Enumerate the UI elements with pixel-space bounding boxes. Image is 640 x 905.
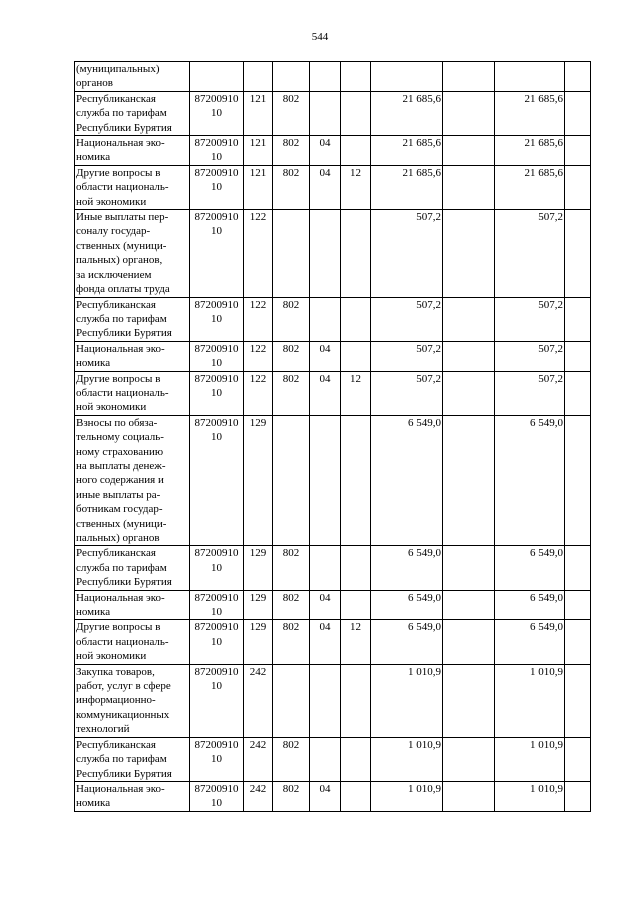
cell-target-code: [190, 664, 244, 737]
cell-name: [75, 371, 190, 415]
cell-name: [75, 297, 190, 341]
name-line: области националь-: [76, 386, 169, 399]
code-line: 10: [211, 357, 222, 370]
name-line: области националь-: [76, 635, 169, 648]
cell-vr: 129: [244, 546, 273, 590]
name-line: органов: [76, 77, 113, 90]
code-line: 10: [211, 107, 222, 120]
cell-sum-1: 6 549,0: [371, 546, 443, 590]
cell-rz: [310, 210, 341, 297]
name-line: ственных (муници-: [76, 517, 167, 530]
name-line: Закупка товаров,: [76, 665, 155, 678]
cell-name: [75, 165, 190, 209]
budget-table: [74, 61, 591, 812]
cell-vr: 129: [244, 590, 273, 620]
cell-sum-1: 21 685,6: [371, 136, 443, 166]
name-line: фонда оплаты труда: [76, 283, 170, 296]
cell-rz: 04: [310, 341, 341, 371]
cell-vr: 129: [244, 415, 273, 546]
cell-rz: [310, 546, 341, 590]
cell-target-code: [190, 781, 244, 811]
name-line: Национальная эко-: [76, 137, 165, 150]
cell-sum-1: 507,2: [371, 297, 443, 341]
cell-name: [75, 546, 190, 590]
cell-sum-1: 507,2: [371, 341, 443, 371]
cell-sum-3: 1 010,9: [495, 664, 565, 737]
table-row: [75, 210, 591, 297]
cell-pr: [341, 590, 371, 620]
code-line: 10: [211, 151, 222, 164]
name-line: Другие вопросы в: [76, 372, 161, 385]
code-line: 10: [211, 181, 222, 194]
cell-vr: 122: [244, 341, 273, 371]
cell-sum-1: 6 549,0: [371, 415, 443, 546]
name-line: на выплаты денеж-: [76, 459, 166, 472]
cell-pr: 12: [341, 620, 371, 664]
cell-vr: 122: [244, 371, 273, 415]
cell-name: [75, 91, 190, 135]
cell-sum-4: [565, 210, 591, 297]
cell-pr: [341, 737, 371, 781]
cell-sum-3: 21 685,6: [495, 165, 565, 209]
name-line: номика: [76, 151, 111, 164]
cell-gr: 802: [273, 136, 310, 166]
cell-sum-4: [565, 371, 591, 415]
cell-sum-3: 507,2: [495, 210, 565, 297]
cell-sum-3: 507,2: [495, 297, 565, 341]
cell-vr: 122: [244, 297, 273, 341]
table-body: [75, 62, 591, 812]
code-line: 10: [211, 312, 222, 325]
name-line: служба по тарифам: [76, 753, 167, 766]
name-line: иные выплаты ра-: [76, 488, 161, 501]
cell-sum-3: [495, 62, 565, 92]
cell-sum-1: 507,2: [371, 210, 443, 297]
cell-sum-1: 1 010,9: [371, 781, 443, 811]
cell-sum-3: 6 549,0: [495, 546, 565, 590]
cell-sum-2: [443, 341, 495, 371]
cell-gr: 802: [273, 781, 310, 811]
cell-vr: 121: [244, 165, 273, 209]
cell-sum-4: [565, 165, 591, 209]
code-line: 10: [211, 386, 222, 399]
cell-sum-2: [443, 210, 495, 297]
code-line: 10: [211, 680, 222, 693]
cell-sum-3: 21 685,6: [495, 91, 565, 135]
cell-rz: [310, 62, 341, 92]
cell-target-code: [190, 136, 244, 166]
name-line: Взносы по обяза-: [76, 416, 158, 429]
cell-sum-4: [565, 737, 591, 781]
cell-target-code: [190, 620, 244, 664]
cell-sum-2: [443, 737, 495, 781]
cell-sum-4: [565, 341, 591, 371]
cell-sum-4: [565, 781, 591, 811]
name-line: информационно-: [76, 694, 156, 707]
cell-sum-1: 507,2: [371, 371, 443, 415]
name-line: Республики Бурятия: [76, 576, 172, 589]
cell-rz: 04: [310, 371, 341, 415]
table-row: [75, 341, 591, 371]
cell-name: [75, 737, 190, 781]
table-row: [75, 737, 591, 781]
cell-sum-1: 6 549,0: [371, 590, 443, 620]
code-line: 87200910: [194, 342, 239, 355]
cell-gr: [273, 664, 310, 737]
table-row: [75, 664, 591, 737]
cell-gr: 802: [273, 165, 310, 209]
table-row: [75, 590, 591, 620]
cell-sum-1: 6 549,0: [371, 620, 443, 664]
cell-pr: 12: [341, 371, 371, 415]
cell-gr: 802: [273, 297, 310, 341]
table-row: [75, 136, 591, 166]
cell-pr: [341, 341, 371, 371]
cell-rz: 04: [310, 620, 341, 664]
cell-sum-2: [443, 62, 495, 92]
cell-gr: 802: [273, 91, 310, 135]
code-line: 87200910: [194, 298, 239, 311]
name-line: соналу государ-: [76, 225, 151, 238]
cell-rz: 04: [310, 590, 341, 620]
cell-vr: 121: [244, 91, 273, 135]
cell-sum-4: [565, 590, 591, 620]
name-line: ной экономики: [76, 650, 147, 663]
name-line: служба по тарифам: [76, 107, 167, 120]
name-line: ного содержания и: [76, 474, 164, 487]
cell-pr: [341, 781, 371, 811]
cell-rz: [310, 297, 341, 341]
code-line: 10: [211, 797, 222, 810]
cell-name: [75, 136, 190, 166]
name-line: Республики Бурятия: [76, 121, 172, 134]
cell-sum-2: [443, 664, 495, 737]
name-line: за исключением: [76, 268, 152, 281]
cell-target-code: [190, 341, 244, 371]
name-line: Другие вопросы в: [76, 621, 161, 634]
cell-pr: [341, 62, 371, 92]
cell-name: [75, 210, 190, 297]
name-line: Республики Бурятия: [76, 327, 172, 340]
code-line: 87200910: [194, 621, 239, 634]
name-line: пальных) органов: [76, 532, 160, 544]
table-row: [75, 546, 591, 590]
cell-sum-3: 1 010,9: [495, 737, 565, 781]
cell-sum-2: [443, 165, 495, 209]
code-line: 87200910: [194, 137, 239, 150]
cell-gr: 802: [273, 371, 310, 415]
cell-pr: 12: [341, 165, 371, 209]
cell-sum-3: 507,2: [495, 371, 565, 415]
cell-rz: [310, 737, 341, 781]
cell-pr: [341, 415, 371, 546]
cell-sum-2: [443, 136, 495, 166]
name-line: ному страхованию: [76, 445, 164, 458]
table-row: [75, 91, 591, 135]
cell-sum-4: [565, 297, 591, 341]
cell-sum-3: 6 549,0: [495, 415, 565, 546]
cell-name: [75, 620, 190, 664]
cell-target-code: [190, 62, 244, 92]
code-line: 87200910: [194, 547, 239, 560]
cell-sum-4: [565, 62, 591, 92]
name-line: служба по тарифам: [76, 312, 167, 325]
cell-name: [75, 341, 190, 371]
table-row: [75, 371, 591, 415]
cell-rz: [310, 91, 341, 135]
code-line: 87200910: [194, 665, 239, 678]
cell-target-code: [190, 415, 244, 546]
cell-gr: [273, 210, 310, 297]
cell-sum-3: 507,2: [495, 341, 565, 371]
code-line: 87200910: [194, 211, 239, 224]
name-line: Республиканская: [76, 738, 156, 751]
cell-target-code: [190, 297, 244, 341]
cell-target-code: [190, 737, 244, 781]
cell-pr: [341, 91, 371, 135]
code-line: 10: [211, 431, 222, 444]
cell-vr: 121: [244, 136, 273, 166]
cell-name: [75, 590, 190, 620]
cell-sum-3: 6 549,0: [495, 590, 565, 620]
cell-sum-3: 1 010,9: [495, 781, 565, 811]
cell-sum-1: 1 010,9: [371, 737, 443, 781]
name-line: ботникам государ-: [76, 503, 163, 516]
cell-vr: 129: [244, 620, 273, 664]
table-row: [75, 297, 591, 341]
table-row: [75, 415, 591, 546]
cell-sum-2: [443, 781, 495, 811]
cell-name: [75, 62, 190, 92]
name-line: Республиканская: [76, 92, 156, 105]
cell-name: [75, 781, 190, 811]
cell-vr: 122: [244, 210, 273, 297]
cell-sum-2: [443, 546, 495, 590]
cell-sum-4: [565, 415, 591, 546]
code-line: 87200910: [194, 782, 239, 795]
name-line: коммуникационных: [76, 708, 170, 721]
name-line: тельному социаль-: [76, 431, 164, 444]
name-line: номика: [76, 606, 111, 619]
name-line: работ, услуг в сфере: [76, 680, 171, 693]
name-line: (муниципальных): [76, 63, 160, 75]
cell-sum-1: 1 010,9: [371, 664, 443, 737]
name-line: Республиканская: [76, 547, 156, 560]
cell-vr: [244, 62, 273, 92]
cell-sum-1: 21 685,6: [371, 91, 443, 135]
cell-pr: [341, 210, 371, 297]
cell-sum-2: [443, 620, 495, 664]
cell-rz: 04: [310, 136, 341, 166]
name-line: Другие вопросы в: [76, 166, 161, 179]
name-line: Национальная эко-: [76, 591, 165, 604]
name-line: служба по тарифам: [76, 561, 167, 574]
cell-sum-3: 6 549,0: [495, 620, 565, 664]
table-row: [75, 165, 591, 209]
cell-sum-4: [565, 620, 591, 664]
code-line: 87200910: [194, 372, 239, 385]
cell-sum-4: [565, 546, 591, 590]
name-line: ной экономики: [76, 195, 147, 208]
table-row: [75, 620, 591, 664]
name-line: Иные выплаты пер-: [76, 211, 169, 224]
cell-gr: [273, 62, 310, 92]
cell-name: [75, 415, 190, 546]
code-line: 10: [211, 635, 222, 648]
code-line: 87200910: [194, 591, 239, 604]
cell-sum-2: [443, 415, 495, 546]
cell-sum-1: 21 685,6: [371, 165, 443, 209]
cell-target-code: [190, 165, 244, 209]
cell-sum-3: 21 685,6: [495, 136, 565, 166]
cell-gr: 802: [273, 737, 310, 781]
cell-sum-4: [565, 664, 591, 737]
cell-pr: [341, 297, 371, 341]
name-line: ственных (муници-: [76, 239, 167, 252]
cell-rz: 04: [310, 165, 341, 209]
cell-target-code: [190, 371, 244, 415]
table-row: [75, 781, 591, 811]
cell-sum-1: [371, 62, 443, 92]
table-row: [75, 62, 591, 92]
cell-pr: [341, 136, 371, 166]
name-line: Национальная эко-: [76, 342, 165, 355]
cell-name: [75, 664, 190, 737]
code-line: 87200910: [194, 92, 239, 105]
name-line: Республиканская: [76, 298, 156, 311]
name-line: номика: [76, 797, 111, 810]
cell-gr: 802: [273, 546, 310, 590]
code-line: 10: [211, 225, 222, 238]
cell-gr: [273, 415, 310, 546]
name-line: области националь-: [76, 181, 169, 194]
cell-rz: [310, 415, 341, 546]
name-line: Республики Бурятия: [76, 767, 172, 780]
cell-vr: 242: [244, 664, 273, 737]
cell-pr: [341, 546, 371, 590]
name-line: номика: [76, 357, 111, 370]
name-line: пальных) органов,: [76, 254, 163, 267]
cell-sum-2: [443, 371, 495, 415]
cell-rz: 04: [310, 781, 341, 811]
name-line: ной экономики: [76, 401, 147, 414]
cell-sum-2: [443, 590, 495, 620]
code-line: 10: [211, 606, 222, 619]
page-number: 544: [311, 31, 329, 43]
code-line: 87200910: [194, 738, 239, 751]
code-line: 87200910: [194, 416, 239, 429]
cell-gr: 802: [273, 341, 310, 371]
cell-pr: [341, 664, 371, 737]
name-line: Национальная эко-: [76, 782, 165, 795]
cell-sum-2: [443, 297, 495, 341]
code-line: 87200910: [194, 166, 239, 179]
cell-target-code: [190, 91, 244, 135]
cell-target-code: [190, 546, 244, 590]
code-line: 10: [211, 753, 222, 766]
cell-target-code: [190, 210, 244, 297]
cell-vr: 242: [244, 781, 273, 811]
cell-gr: 802: [273, 620, 310, 664]
cell-gr: 802: [273, 590, 310, 620]
code-line: 10: [211, 561, 222, 574]
name-line: технологий: [76, 723, 130, 736]
cell-rz: [310, 664, 341, 737]
cell-sum-4: [565, 136, 591, 166]
cell-sum-2: [443, 91, 495, 135]
cell-sum-4: [565, 91, 591, 135]
cell-target-code: [190, 590, 244, 620]
cell-vr: 242: [244, 737, 273, 781]
